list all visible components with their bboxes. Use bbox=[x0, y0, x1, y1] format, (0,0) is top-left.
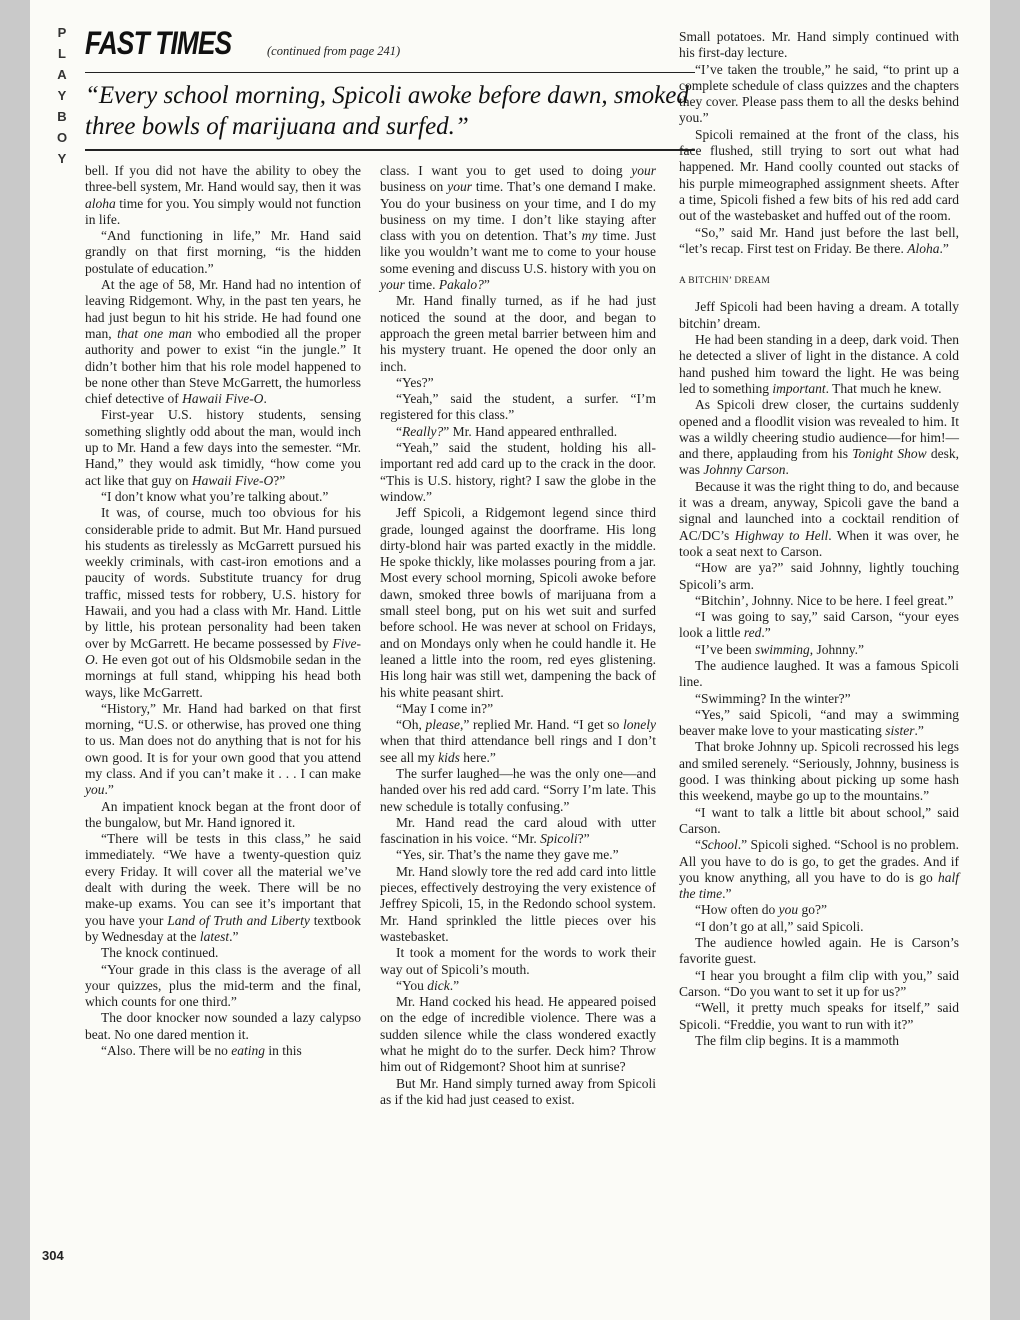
continued-note: (continued from page 241) bbox=[267, 44, 401, 58]
body-paragraph: “There will be tests in this class,” he said immediately. “We have a twenty-question quiz every Friday. It will cover all the material we’ve dealt with during the week. There will be no make-up exams. You can see it’s important that you have your Land of Truth and Liberty textbook by Wednesday at the latest.” bbox=[85, 831, 361, 944]
magazine-page bbox=[30, 0, 990, 1320]
magazine-label-letter: Y bbox=[57, 151, 67, 166]
body-paragraph: “How are ya?” said Johnny, lightly touching Spicoli’s arm. bbox=[679, 560, 959, 592]
article-title: FAST TIMES bbox=[85, 25, 232, 61]
body-paragraph: That broke Johnny up. Spicoli recrossed his legs and smiled serenely. “Seriously, Johnny, business is good. I was thinking about picking up some hash this weekend, maybe go up to the mountains.” bbox=[679, 739, 959, 804]
body-paragraph: bell. If you did not have the ability to obey the three-bell system, Mr. Hand would say, then it was aloha time for you. You simply would not function in life. bbox=[85, 163, 361, 227]
body-paragraph: “I’ve taken the trouble,” he said, “to print up a complete schedule of class quizzes and the chapters they cover. Please pass them to all the desks behind you.” bbox=[679, 61, 959, 126]
body-paragraph: An impatient knock began at the front door of the bungalow, but Mr. Hand ignored it. bbox=[85, 798, 361, 830]
body-paragraph: “I don’t go at all,” said Spicoli. bbox=[695, 918, 864, 934]
body-paragraph: “Really?” Mr. Hand appeared enthralled. bbox=[396, 423, 618, 439]
text-column-1 bbox=[85, 163, 361, 1059]
magazine-label-letter: L bbox=[58, 46, 66, 61]
magazine-label-letter: A bbox=[57, 67, 67, 82]
body-paragraph: “May I come in?” bbox=[396, 700, 494, 716]
body-paragraph: “Yes?” bbox=[396, 374, 434, 390]
body-paragraph: Jeff Spicoli, a Ridgemont legend since third grade, lounged against the doorframe. His long dirty-blond hair was parted exactly in the middle. He spoke thickly, like molasses pouring from a jar. Most every school morning, Spicoli awoke before dawn, smoked three bowls of marijuana from a small steel bong, put on his wet suit and surfed before school. He was never at school on Fridays, and on Mondays only when he could handle it. He leaned a little into the room, red eyes glistening. His long hair was still wet, dampening the back of his white peasant shirt. bbox=[380, 505, 656, 700]
body-paragraph: “Yeah,” said the student, a surfer. “I’m registered for this class.” bbox=[380, 391, 656, 423]
body-paragraph: “I want to talk a little bit about school,” said Carson. bbox=[679, 804, 959, 836]
body-paragraph: Jeff Spicoli had been having a dream. A totally bitchin’ dream. bbox=[679, 299, 959, 331]
body-paragraph: “So,” said Mr. Hand just before the last bell, “let’s recap. First test on Friday. Be there. Aloha.” bbox=[679, 224, 959, 256]
page-number: 304 bbox=[42, 1248, 64, 1263]
body-paragraph: class. I want you to get used to doing your business on your time. That’s one demand I make. You do your business on your time, and I do my business on my time. I don’t like staying after class with you on detention. That’s my time. Just like you wouldn’t want me to come to your house some evening and discuss U.S. history with you on your time. Pakalo?” bbox=[380, 163, 656, 293]
magazine-label-letter: Y bbox=[57, 88, 67, 103]
body-paragraph: Small potatoes. Mr. Hand simply continued with his first-day lecture. bbox=[679, 29, 959, 61]
body-paragraph: “And functioning in life,” Mr. Hand said grandly on that first morning, “is the hidden postulate of education.” bbox=[85, 228, 361, 276]
body-paragraph: “Your grade in this class is the average of all your quizzes, plus the mid-term and the final, which counts for one third.” bbox=[85, 961, 361, 1010]
body-paragraph: The surfer laughed—he was the only one—and handed over his red add card. “Sorry I’m late. This new schedule is totally confusing.” bbox=[380, 765, 656, 814]
body-paragraph: Mr. Hand finally turned, as if he had just noticed the sound at the door, and began to approach the green metal barrier between him and his mystery truant. He opened the door only an inch. bbox=[380, 293, 656, 374]
body-paragraph: At the age of 58, Mr. Hand had no intention of leaving Ridgemont. Why, in the past ten years, he had just begun to hit his stride. He had found one man, that one man who embodied all the proper authority and power to exist “in the jungle.” It didn’t bother him that his role model happened to be none other than Steve McGarrett, the humorless chief detective of Hawaii Five-O. bbox=[85, 277, 361, 407]
pull-quote: “Every school morning, Spicoli awoke before dawn, smoked three bowls of marijuana and surfed.” bbox=[85, 82, 689, 140]
body-paragraph: The knock continued. bbox=[101, 945, 219, 961]
body-paragraph: As Spicoli drew closer, the curtains suddenly opened and a floodlit vision was revealed to him. It was a wildly cheering studio audience—for him!—and there, applauding from his Tonight Show desk, was Johnny Carson. bbox=[679, 397, 959, 478]
body-paragraph: The audience laughed. It was a famous Spicoli line. bbox=[679, 657, 959, 690]
body-paragraph: He had been standing in a deep, dark void. Then he detected a sliver of light in the distance. A cold hand pushed him toward the light. He was being led to something important. That much he knew. bbox=[679, 332, 959, 396]
header-rule-top bbox=[85, 72, 695, 73]
body-paragraph: “Yes, sir. That’s the name they gave me.” bbox=[396, 847, 619, 863]
article-header bbox=[85, 25, 695, 151]
body-paragraph: “Swimming? In the winter?” bbox=[695, 690, 851, 706]
section-subhead: A BITCHIN’ DREAM bbox=[679, 276, 771, 287]
body-paragraph: First-year U.S. history students, sensing something slightly odd about the man, would inch up to Mr. Hand a few days into the semester. “Mr. Hand,” they would ask timidly, “how come you act like that guy on Hawaii Five-O?” bbox=[85, 407, 361, 488]
body-paragraph: “Well, it pretty much speaks for itself,” said Spicoli. “Freddie, you want to run with it?” bbox=[679, 1000, 959, 1032]
body-paragraph: “Also. There will be no eating in this bbox=[101, 1043, 302, 1059]
body-paragraph: Spicoli remained at the front of the class, his face flushed, still trying to sort out what had happened. Mr. Hand coolly counted out stacks of his purple mimeographed assignment sheets. After a time, Spicoli fished a few bits of his red add card out of the wastebasket and huffed out of the room. bbox=[679, 126, 959, 224]
body-paragraph: “How often do you go?” bbox=[695, 902, 827, 918]
body-paragraph: “History,” Mr. Hand had barked on that first morning, “U.S. or otherwise, has proved one thing to us. Man does not do anything that is not for his own good. It is for your own good that you attend my class. And if you can’t make it . . . I can make you.” bbox=[85, 700, 361, 798]
body-paragraph: “I was going to say,” said Carson, “your eyes look a little red.” bbox=[679, 609, 959, 641]
magazine-label-letter: B bbox=[57, 109, 67, 124]
body-paragraph: It was, of course, much too obvious for his considerable pride to admit. But Mr. Hand pursued his students as tirelessly as McGarrett pursued his weekly criminals, with cast-iron emotions and a paucity of words. Substitute truancy for drug traffic, missed tests for robbery, U.S. history for Hawaii, and you had a class with Mr. Hand. Little by little, his protean personality had been taken over by McGarrett. He became possessed by Five-O. He even got out of his Oldsmobile sedan in the mornings at full stand, whipping his head both ways, like McGarrett. bbox=[85, 505, 361, 700]
magazine-label-letter: O bbox=[56, 130, 68, 145]
body-paragraph: Mr. Hand read the card aloud with utter fascination in his voice. “Mr. Spicoli?” bbox=[380, 814, 656, 847]
text-column-2 bbox=[380, 163, 656, 1108]
header-rule-bottom bbox=[85, 149, 695, 151]
body-paragraph: Because it was the right thing to do, and because it was a dream, anyway, Spicoli gave the band a signal and launched into a cocktail rendition of AC/DC’s Highway to Hell. When it was over, he took a seat next to Carson. bbox=[679, 478, 960, 559]
body-paragraph: Mr. Hand slowly tore the red add card into little pieces, effectively destroying the very existence of Jeffrey Spicoli, 15, in the Redondo school system. Mr. Hand sprinkled the little pieces over his wastebasket. bbox=[380, 863, 656, 944]
body-paragraph: “Bitchin’, Johnny. Nice to be here. I feel great.” bbox=[695, 592, 954, 608]
body-paragraph: “I’ve been swimming, Johnny.” bbox=[695, 641, 864, 657]
body-paragraph: The audience howled again. He is Carson’s favorite guest. bbox=[679, 935, 959, 967]
body-paragraph: “Yeah,” said the student, holding his all-important red add card up to the crack in the door. “This is U.S. history, right? I saw the globe in the window.” bbox=[380, 440, 656, 504]
body-paragraph: “Yes,” said Spicoli, “and may a swimming beaver make love to your masticating sister.” bbox=[679, 706, 959, 739]
body-paragraph: “I don’t know what you’re talking about.” bbox=[101, 488, 329, 504]
body-paragraph: The film clip begins. It is a mammoth bbox=[695, 1032, 899, 1048]
body-paragraph: The door knocker now sounded a lazy calypso beat. No one dared mention it. bbox=[85, 1010, 361, 1042]
body-paragraph: “You dick.” bbox=[396, 977, 460, 993]
body-paragraph: “School.” Spicoli sighed. “School is no problem. All you have to do is go, to get the grades. And if you know anything, all you have to do is go half the time.” bbox=[679, 837, 959, 902]
magazine-label bbox=[52, 22, 72, 169]
magazine-label-letter: P bbox=[57, 25, 67, 40]
text-column-3 bbox=[679, 29, 959, 1049]
body-paragraph: But Mr. Hand simply turned away from Spicoli as if the kid had just ceased to exist. bbox=[380, 1075, 656, 1107]
body-paragraph: It took a moment for the words to work their way out of Spicoli’s mouth. bbox=[380, 945, 656, 977]
body-paragraph: “I hear you brought a film clip with you,” said Carson. “Do you want to set it up for us?” bbox=[679, 967, 959, 999]
body-paragraph: Mr. Hand cocked his head. He appeared poised on the edge of incredible violence. There was a sudden silence while the class wondered exactly what he might do to the surfer. Deck him? Throw him out of Ridgemont? Shoot him at sunrise? bbox=[380, 994, 656, 1075]
body-paragraph: “Oh, please,” replied Mr. Hand. “I get so lonely when that third attendance bell rings and I don’t see all my kids here.” bbox=[380, 717, 656, 765]
